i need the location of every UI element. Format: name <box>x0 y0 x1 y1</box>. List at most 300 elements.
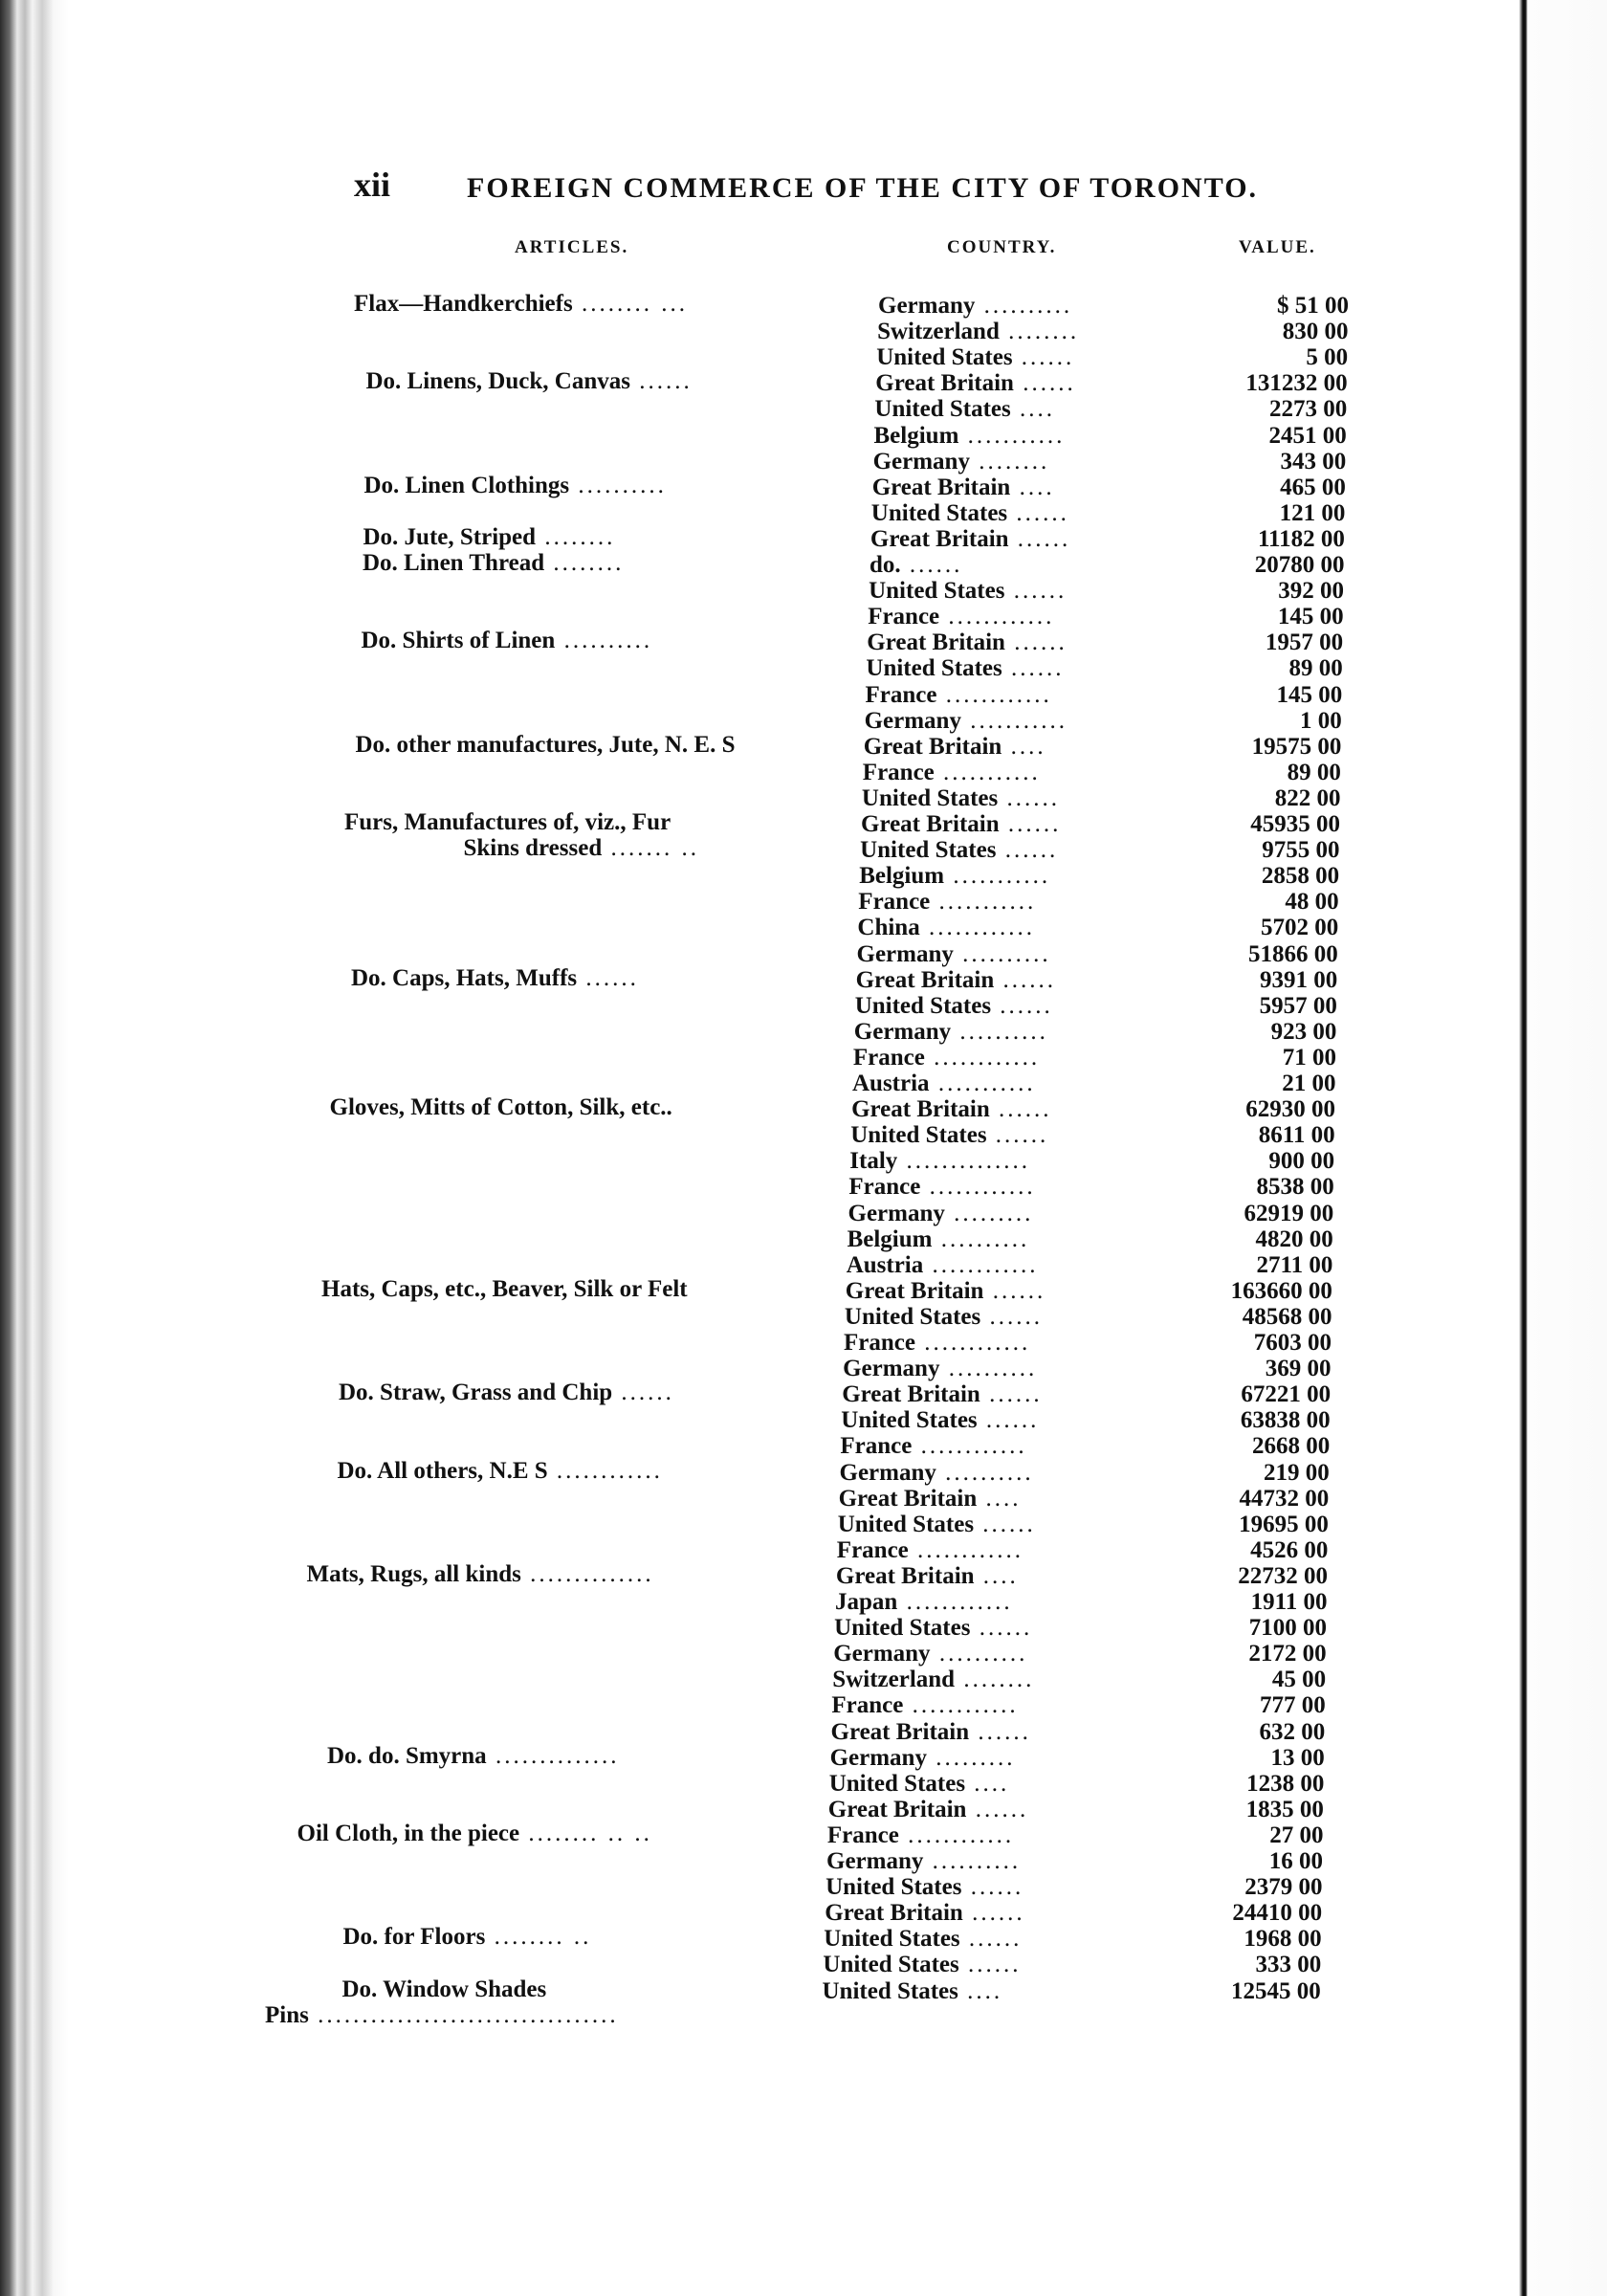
value-cell: 5 00 <box>1306 344 1349 371</box>
article-label <box>343 1924 592 1951</box>
leader-dots: ...... <box>1007 499 1069 526</box>
article-label <box>356 732 736 759</box>
country-name: France <box>868 604 940 630</box>
value-cell: 822 00 <box>1274 784 1341 811</box>
article-name: Do. Linen Clothings <box>363 472 570 498</box>
leader-dots: ............ <box>898 1821 1015 1848</box>
value-cell: 777 00 <box>1259 1692 1326 1719</box>
value-cell: 48568 00 <box>1242 1303 1332 1330</box>
value-cell: 145 00 <box>1277 604 1344 630</box>
leader-dots: .... <box>1010 396 1055 423</box>
value-cell: 13 00 <box>1270 1744 1325 1771</box>
leader-dots: .... <box>1002 733 1046 760</box>
country-cell <box>874 396 1055 422</box>
value-cell: 16 00 <box>1268 1848 1323 1874</box>
value-cell: 5957 00 <box>1259 992 1337 1019</box>
country-cell <box>834 1615 1032 1641</box>
leader-dots: ............ <box>923 1251 1039 1278</box>
leader-dots: ...... <box>962 1900 1025 1927</box>
leader-dots: ........... <box>929 1071 1036 1096</box>
article-name: Do. other manufactures, Jute, N. E. S <box>355 731 736 758</box>
value-cell: 51866 00 <box>1248 940 1338 967</box>
country-cell <box>840 1460 1034 1486</box>
leader-dots: ............ <box>912 1433 1027 1460</box>
country-cell <box>828 1797 1028 1822</box>
country-cell <box>868 604 1054 629</box>
article-name: Pins <box>265 2001 309 2028</box>
value-cell: 27 00 <box>1269 1821 1324 1848</box>
country-cell <box>860 837 1058 863</box>
leader-dots: .......... <box>939 1356 1038 1382</box>
article-label <box>363 550 624 577</box>
country-cell <box>854 1019 1048 1045</box>
leader-dots: ...... <box>989 1096 1052 1123</box>
article-label <box>327 1743 619 1770</box>
leader-dots: .......... <box>936 1459 1034 1486</box>
country-cell <box>849 1148 1030 1174</box>
country-cell <box>857 915 1035 940</box>
leader-dots: ...... <box>958 1952 1022 1978</box>
country-cell <box>851 1096 1051 1122</box>
leader-dots: ...... <box>1008 525 1071 552</box>
running-title: FOREIGN COMMERCE OF THE CITY OF TORONTO. <box>467 172 1259 204</box>
country-cell <box>850 1122 1048 1148</box>
value-cell: 830 00 <box>1282 319 1349 345</box>
country-name: Germany <box>864 707 961 734</box>
value-cell: 89 00 <box>1287 759 1341 785</box>
country-name: France <box>831 1692 904 1719</box>
country-cell <box>844 1330 1030 1356</box>
country-name: United States <box>837 1511 975 1537</box>
country-cell <box>838 1512 1036 1537</box>
country-cell <box>866 682 1052 708</box>
country-cell <box>848 1174 1035 1200</box>
article-name: Do. Straw, Grass and Chip <box>339 1380 613 1406</box>
value-cell: 19695 00 <box>1239 1511 1329 1537</box>
article-label <box>330 1094 672 1121</box>
country-name: United States <box>870 499 1008 526</box>
leader-dots: .... <box>958 1977 1003 2004</box>
country-cell <box>866 655 1064 681</box>
value-cell: 8611 00 <box>1258 1122 1335 1149</box>
value-cell: 44732 00 <box>1239 1485 1330 1512</box>
leader-dots: .... <box>1010 474 1055 500</box>
country-cell <box>848 1201 1034 1226</box>
value-cell: 219 00 <box>1264 1459 1330 1486</box>
country-name: France <box>858 889 931 916</box>
country-name: United States <box>861 784 999 811</box>
value-cell: 131232 00 <box>1245 370 1348 397</box>
country-cell <box>833 1641 1027 1667</box>
leader-dots: ....... .. <box>602 835 699 862</box>
value-cell: 9755 00 <box>1262 837 1340 864</box>
leader-dots: .............. <box>486 1742 620 1769</box>
value-cell: 369 00 <box>1265 1356 1332 1382</box>
country-cell <box>823 1952 1021 1977</box>
leader-dots: .......... <box>951 1018 1048 1045</box>
leader-dots: ......... <box>926 1744 1016 1771</box>
value-cell: 632 00 <box>1259 1718 1326 1745</box>
country-cell <box>855 993 1053 1019</box>
country-name: Germany <box>878 293 976 319</box>
country-name: Germany <box>839 1459 936 1486</box>
leader-dots: ........ .. <box>485 1924 592 1951</box>
value-cell: 45 00 <box>1271 1667 1327 1693</box>
country-cell <box>832 1667 1034 1692</box>
value-cell: 7603 00 <box>1253 1330 1332 1356</box>
country-name: Great Britain <box>827 1796 967 1822</box>
column-header-value: VALUE. <box>1239 237 1316 257</box>
country-name: Germany <box>872 448 970 475</box>
article-label <box>297 1821 652 1847</box>
value-cell: 1957 00 <box>1265 629 1344 656</box>
country-cell <box>863 760 1041 785</box>
country-cell <box>830 1745 1016 1771</box>
country-name: Great Britain <box>861 811 1000 837</box>
leader-dots: ............ <box>547 1457 663 1484</box>
leader-dots: .......... <box>930 1641 1028 1667</box>
leader-dots: ............ <box>920 1174 1036 1201</box>
article-name: Do. Shirts of Linen <box>361 628 556 654</box>
leader-dots: .......... <box>953 940 1051 967</box>
leader-dots: ............ <box>897 1589 1013 1615</box>
leader-dots: .......... <box>932 1225 1030 1252</box>
country-cell <box>872 475 1055 500</box>
country-name: France <box>826 1821 899 1848</box>
leader-dots: ...... <box>629 368 693 395</box>
leader-dots: ............ <box>903 1692 1019 1719</box>
article-label <box>354 291 688 318</box>
country-cell <box>843 1356 1037 1381</box>
article-name: Do. for Floors <box>342 1924 486 1951</box>
article-name: Oil Cloth, in the piece <box>297 1820 520 1846</box>
country-name: Belgium <box>873 422 959 449</box>
country-name: Germany <box>856 940 954 967</box>
country-name: United States <box>841 1407 978 1434</box>
country-cell <box>831 1692 1018 1718</box>
country-cell <box>841 1407 1039 1433</box>
leader-dots: ...... <box>999 811 1062 837</box>
leader-dots: ...... <box>994 966 1056 993</box>
country-name: Austria <box>852 1071 930 1096</box>
value-cell: 2451 00 <box>1268 422 1347 449</box>
article-name: Mats, Rugs, all kinds <box>306 1560 521 1587</box>
country-name: France <box>852 1044 925 1071</box>
country-name: United States <box>824 1926 960 1953</box>
leader-dots: ........... <box>934 759 1041 785</box>
leader-dots: ........... <box>944 863 1051 890</box>
leader-dots: ...... <box>1004 578 1068 605</box>
country-name: France <box>844 1330 915 1356</box>
value-cell: 333 00 <box>1255 1952 1322 1978</box>
article-name: Do. do. Smyrna <box>327 1742 487 1769</box>
leader-dots: ...... <box>1013 370 1076 397</box>
article-label <box>362 628 653 654</box>
country-name: Great Britain <box>875 370 1014 397</box>
country-cell <box>845 1304 1043 1330</box>
value-cell: 343 00 <box>1280 448 1347 475</box>
country-name: United States <box>823 1952 959 1978</box>
value-cell: 2379 00 <box>1244 1874 1323 1901</box>
article-label <box>339 1380 674 1406</box>
value-cell: 71 00 <box>1282 1044 1336 1071</box>
country-name: Germany <box>843 1356 940 1382</box>
article-name: Do. All others, N.E S <box>337 1457 548 1484</box>
leader-dots: ............ <box>936 681 1052 708</box>
country-cell <box>867 629 1067 655</box>
value-cell: 62919 00 <box>1244 1200 1334 1226</box>
leader-dots: ........ .. .. <box>519 1820 652 1846</box>
country-cell <box>837 1537 1024 1563</box>
value-cell: 63838 00 <box>1240 1407 1331 1434</box>
page-number: xii <box>354 166 391 204</box>
value-cell: 1238 00 <box>1246 1770 1325 1797</box>
country-cell <box>826 1848 1021 1874</box>
country-cell <box>836 1563 1019 1589</box>
country-name: Belgium <box>859 863 945 890</box>
country-cell <box>861 811 1061 837</box>
country-name: France <box>862 759 935 785</box>
value-cell: $ 51 00 <box>1277 293 1349 319</box>
article-label <box>464 835 700 862</box>
country-name: United States <box>828 1770 966 1797</box>
country-name: Great Britain <box>845 1277 984 1304</box>
country-cell <box>870 526 1070 552</box>
country-name: Germany <box>829 1744 927 1771</box>
value-cell: 121 00 <box>1279 499 1346 526</box>
leader-dots: ........ <box>999 319 1080 345</box>
country-name: Austria <box>846 1251 924 1278</box>
leader-dots: ...... <box>980 1303 1043 1330</box>
leader-dots: ...... <box>974 1511 1036 1537</box>
country-name: Germany <box>853 1018 952 1045</box>
country-cell <box>874 423 1066 449</box>
country-cell <box>878 293 1072 319</box>
column-header-country: COUNTRY. <box>947 237 1057 257</box>
country-cell <box>871 500 1069 526</box>
country-name: Great Britain <box>830 1718 970 1745</box>
country-cell <box>875 370 1075 396</box>
value-cell: 48 00 <box>1285 889 1339 916</box>
country-name: United States <box>844 1303 981 1330</box>
country-name: United States <box>854 992 992 1019</box>
value-cell: 9391 00 <box>1260 966 1338 993</box>
leader-dots: ...... <box>991 992 1053 1019</box>
article-name: Skins dressed <box>463 835 603 862</box>
value-cell: 24410 00 <box>1232 1900 1323 1927</box>
leader-dots: .... <box>965 1770 1010 1797</box>
leader-dots: ........... <box>958 422 1066 449</box>
country-name: United States <box>876 344 1013 371</box>
country-cell <box>857 941 1051 967</box>
leader-dots: ........... <box>930 889 1037 916</box>
country-name: France <box>848 1174 921 1201</box>
leader-dots: ............ <box>939 604 1055 630</box>
value-cell: 2668 00 <box>1251 1433 1331 1460</box>
country-name: United States <box>834 1615 971 1642</box>
value-cell: 8538 00 <box>1256 1174 1334 1201</box>
country-cell <box>876 344 1074 370</box>
article-name: Flax—Handkerchiefs <box>354 291 573 317</box>
country-cell <box>848 1226 1030 1252</box>
country-name: Italy <box>849 1148 898 1175</box>
article-label <box>363 524 616 551</box>
value-cell: 1835 00 <box>1245 1796 1324 1822</box>
leader-dots: ...... <box>969 1718 1031 1745</box>
leader-dots: ...... <box>1002 655 1065 682</box>
value-cell: 145 00 <box>1276 681 1343 708</box>
country-name: United States <box>822 1977 958 2004</box>
country-cell <box>825 1900 1024 1926</box>
country-name: Japan <box>835 1589 898 1615</box>
leader-dots: ........ <box>955 1667 1035 1693</box>
article-label <box>364 473 667 499</box>
article-label <box>366 368 693 395</box>
leader-dots: ............ <box>924 1044 1041 1071</box>
article-name: Do. Linens, Duck, Canvas <box>365 368 630 395</box>
value-cell: 4820 00 <box>1255 1225 1333 1252</box>
country-cell <box>856 967 1056 993</box>
value-cell: 21 00 <box>1282 1071 1336 1096</box>
leader-dots: ...... <box>977 1407 1040 1434</box>
leader-dots: .......... <box>975 293 1073 319</box>
leader-dots: .......... <box>569 472 667 498</box>
value-cell: 19575 00 <box>1251 733 1342 760</box>
country-cell <box>852 1071 1036 1096</box>
article-name: Do. Linen Thread <box>363 550 545 576</box>
country-cell <box>827 1822 1014 1848</box>
value-cell: 2858 00 <box>1261 863 1340 890</box>
value-cell: 163660 00 <box>1230 1277 1332 1304</box>
leader-dots: .......... <box>555 628 653 654</box>
leader-dots: ...... <box>980 1381 1043 1408</box>
article-name: Do. Jute, Striped <box>363 523 537 550</box>
value-cell: 2711 00 <box>1256 1251 1333 1278</box>
value-cell: 22732 00 <box>1238 1562 1328 1589</box>
country-name: China <box>857 915 920 941</box>
country-name: Great Britain <box>825 1900 963 1927</box>
leader-dots: ........ <box>536 523 616 550</box>
value-cell: 4526 00 <box>1250 1536 1329 1563</box>
leader-dots: ...... <box>983 1277 1046 1304</box>
leader-dots: ............ <box>919 915 1035 941</box>
country-cell <box>858 889 1036 915</box>
value-cell: 1968 00 <box>1244 1926 1322 1953</box>
country-name: Switzerland <box>877 319 1000 345</box>
country-name: Great Britain <box>838 1485 978 1512</box>
country-cell <box>873 449 1050 475</box>
country-cell <box>847 1252 1039 1278</box>
value-cell: 7100 00 <box>1248 1615 1328 1642</box>
country-cell <box>846 1278 1046 1304</box>
country-name: France <box>840 1433 913 1460</box>
country-name: France <box>865 681 937 708</box>
leader-dots: ...... <box>966 1796 1029 1822</box>
country-name: Germany <box>833 1641 931 1667</box>
value-cell: 465 00 <box>1280 474 1346 500</box>
value-cell: 45935 00 <box>1250 811 1340 837</box>
article-name: Do. Window Shades <box>341 1976 547 2002</box>
country-name: Great Britain <box>863 733 1002 760</box>
country-name: United States <box>850 1122 987 1149</box>
leader-dots: ...... <box>986 1122 1049 1149</box>
leader-dots: ........ <box>544 550 625 576</box>
country-name: United States <box>860 837 997 864</box>
value-cell: 67221 00 <box>1241 1381 1332 1408</box>
country-cell <box>835 1589 1013 1615</box>
leader-dots: ...... <box>959 1926 1023 1953</box>
leader-dots: ........ ... <box>572 291 688 317</box>
article-label <box>342 1976 547 2003</box>
country-name: Great Britain <box>851 1096 990 1123</box>
leader-dots: ...... <box>900 552 963 578</box>
column-header-articles: ARTICLES. <box>515 237 629 257</box>
country-name: do. <box>870 552 901 578</box>
country-name: Great Britain <box>835 1562 975 1589</box>
leader-dots: ...... <box>1004 629 1068 656</box>
value-cell: 20780 00 <box>1254 552 1345 578</box>
country-name: Great Britain <box>855 966 995 993</box>
value-cell: 62930 00 <box>1245 1096 1336 1123</box>
leader-dots: ...... <box>612 1380 674 1406</box>
value-cell: 1911 00 <box>1250 1589 1328 1615</box>
article-label <box>321 1276 688 1303</box>
value-cell: 392 00 <box>1278 578 1345 605</box>
country-name: Great Britain <box>842 1381 980 1408</box>
country-name: Germany <box>848 1200 945 1226</box>
country-cell <box>823 1978 1003 2004</box>
leader-dots: ...... <box>996 837 1059 864</box>
country-cell <box>824 1926 1022 1952</box>
value-cell: 5702 00 <box>1260 915 1339 941</box>
leader-dots: ............ <box>908 1536 1024 1563</box>
value-cell: 89 00 <box>1288 655 1343 682</box>
country-name: Great Britain <box>867 629 1005 656</box>
article-label <box>338 1458 663 1485</box>
leader-dots: .............. <box>897 1148 1031 1175</box>
article-name: Gloves, Mitts of Cotton, Silk, etc.. <box>329 1094 672 1121</box>
value-cell: 1 00 <box>1300 707 1342 734</box>
country-name: United States <box>866 655 1002 682</box>
country-cell <box>826 1874 1024 1900</box>
leader-dots: ...... <box>970 1615 1033 1642</box>
leader-dots: .... <box>974 1562 1019 1589</box>
country-name: Great Britain <box>870 525 1009 552</box>
country-cell <box>870 552 962 578</box>
country-cell <box>869 578 1067 604</box>
leader-dots: ............ <box>914 1330 1031 1356</box>
country-name: France <box>836 1536 909 1563</box>
country-cell <box>864 734 1046 760</box>
article-name: Furs, Manufactures of, viz., Fur <box>344 809 671 835</box>
country-cell <box>877 319 1079 344</box>
country-cell <box>839 1486 1022 1512</box>
article-label <box>351 965 639 992</box>
leader-dots: ...... <box>1012 344 1075 371</box>
country-cell <box>862 785 1060 811</box>
value-cell: 2273 00 <box>1268 396 1348 423</box>
leader-dots: ...... <box>961 1874 1024 1901</box>
leader-dots: ........... <box>960 707 1068 734</box>
value-cell: 12545 00 <box>1231 1977 1321 2004</box>
leader-dots: .............. <box>520 1560 654 1587</box>
country-name: Great Britain <box>871 474 1011 500</box>
value-cell: 900 00 <box>1268 1148 1335 1175</box>
country-name: Switzerland <box>832 1667 956 1693</box>
leader-dots: .................................. <box>308 2001 619 2028</box>
leader-dots: ........ <box>969 448 1050 475</box>
article-label <box>265 2002 619 2029</box>
